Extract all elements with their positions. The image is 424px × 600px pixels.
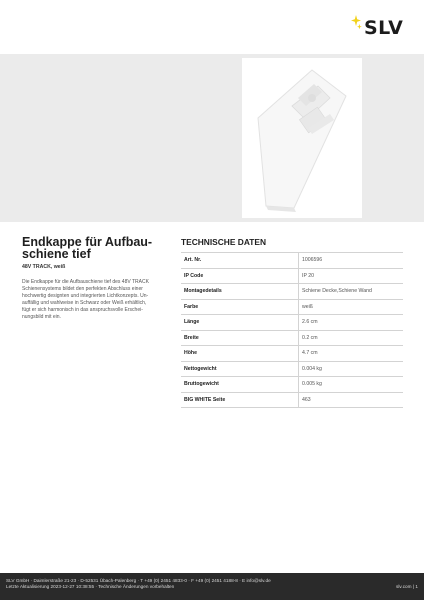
spec-row <box>181 330 403 346</box>
spec-row <box>181 315 403 331</box>
brand-name: SLV <box>364 17 404 39</box>
spec-label: Breite <box>181 330 299 346</box>
spec-label: Art. Nr. <box>181 253 299 269</box>
spec-value: Schiene Decke,Schiene Wand <box>299 284 404 300</box>
spec-value: weiß <box>299 299 404 315</box>
spec-label: Farbe <box>181 299 299 315</box>
company-address: SLV GmbH · Daimlerstraße 21-23 · D-52531 Übach-Palenberg · T +49 (0) 2451 4833-0 · F +49 (0) 2451 4188-8 · E info@slv.de <box>6 578 271 583</box>
specs-heading: TECHNISCHE DATEN <box>181 237 266 247</box>
spec-label: Höhe <box>181 346 299 362</box>
sparkle-icon <box>350 15 364 31</box>
spec-label: BIG WHITE Seite <box>181 392 299 408</box>
spec-row <box>181 299 403 315</box>
description-line: Schienensystems bildet den perfekten Abschluss einer <box>22 285 143 292</box>
specs-table <box>181 252 403 408</box>
description-line: nungsbild mit ein. <box>22 313 61 320</box>
spec-row <box>181 268 403 284</box>
spec-label: IP Code <box>181 268 299 284</box>
spec-value: IP 20 <box>299 268 404 284</box>
product-photo <box>242 58 362 218</box>
spec-value: 0.004 kg <box>299 361 404 377</box>
end-cap-image <box>242 58 362 218</box>
spec-label: Montagedetails <box>181 284 299 300</box>
spec-value: 0.2 cm <box>299 330 404 346</box>
spec-row <box>181 346 403 362</box>
spec-label: Bruttogewicht <box>181 377 299 393</box>
description-line: fügt er sich harmonisch in das anspruchsvolle Erschei- <box>22 306 143 313</box>
spec-row <box>181 284 403 300</box>
page-number: slv.com | 1 <box>396 584 418 589</box>
spec-row <box>181 253 403 269</box>
product-description <box>22 279 160 320</box>
description-line: Die Endkappe für die Aufbauschiene tief des 48V TRACK <box>22 279 149 285</box>
spec-value: 0.005 kg <box>299 377 404 393</box>
spec-label: Nettogewicht <box>181 361 299 377</box>
description-line: hochwertig designten und integrierten Lichtkonzepts. Un- <box>22 292 149 299</box>
spec-value: 463 <box>299 392 404 408</box>
spec-label: Länge <box>181 315 299 331</box>
product-subtitle: 48V TRACK, weiß <box>22 264 66 270</box>
spec-row <box>181 361 403 377</box>
product-title: Endkappe für Aufbau-schiene tief <box>22 235 153 261</box>
spec-value: 4.7 cm <box>299 346 404 362</box>
page-footer <box>0 573 424 600</box>
spec-value: 1006596 <box>299 253 404 269</box>
last-updated: Letzte Aktualisierung 2023-12-27 10:38:55 · Technische Änderungen vorbehalten <box>6 584 175 589</box>
spec-row <box>181 392 403 408</box>
spec-row <box>181 377 403 393</box>
spec-value: 2.6 cm <box>299 315 404 331</box>
description-line: auffällig und wahlweise in Schwarz oder Weiß erhältlich, <box>22 299 147 306</box>
